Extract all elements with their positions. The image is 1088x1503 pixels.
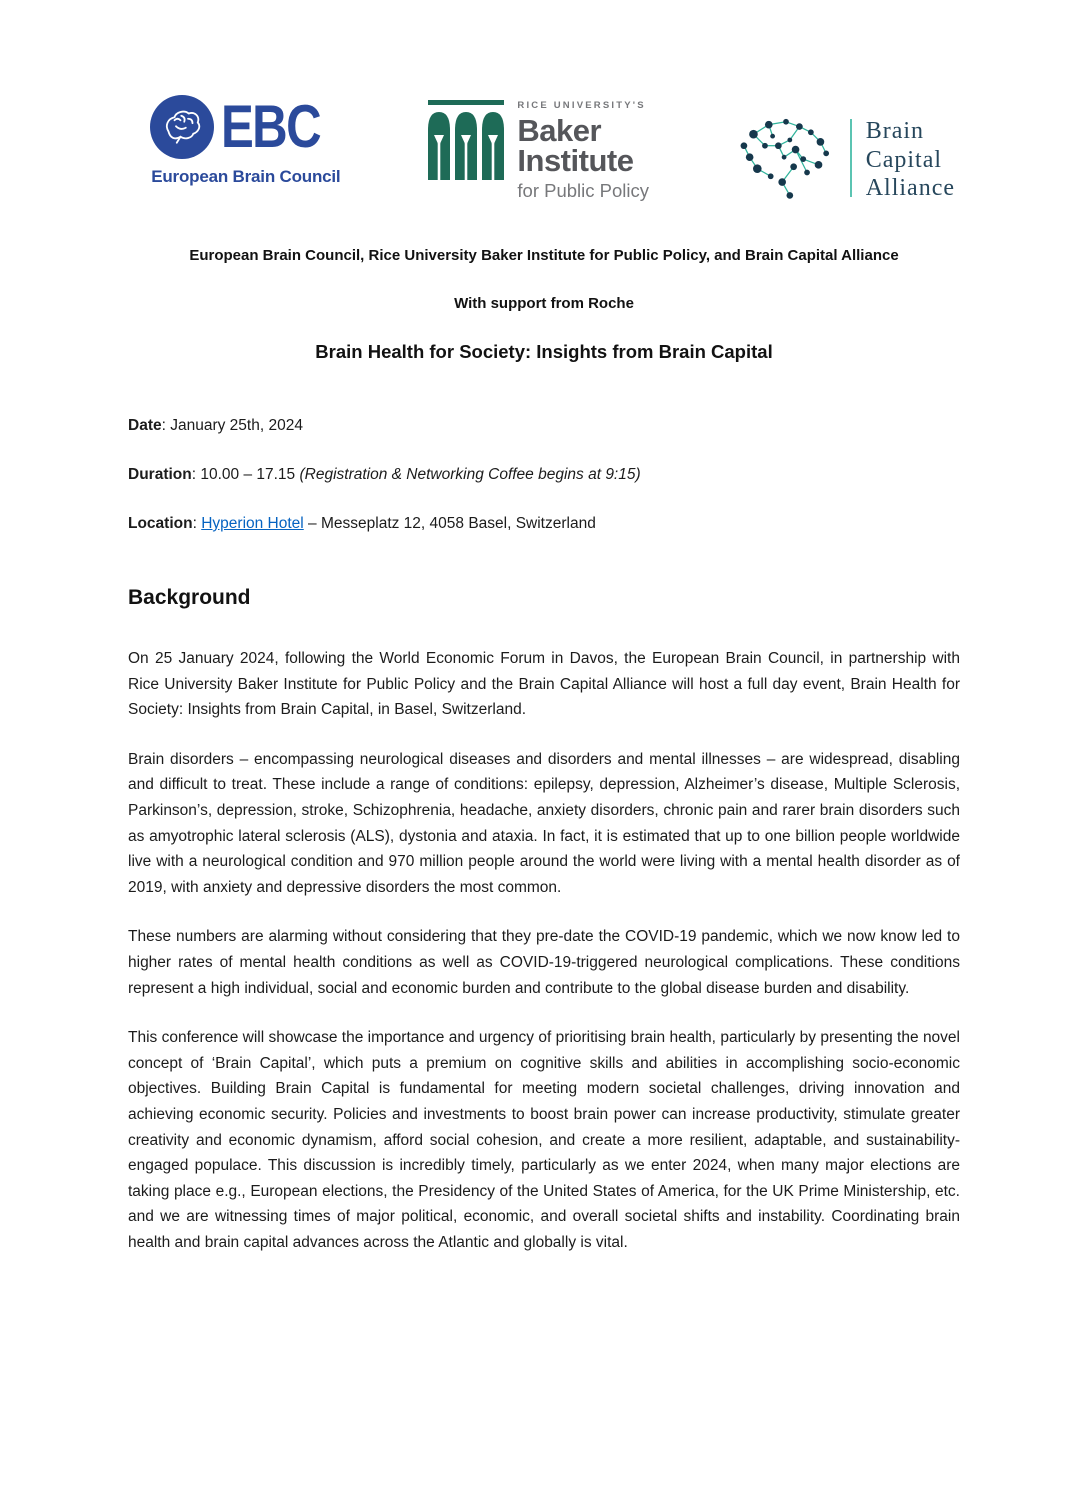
bca-line2: Capital <box>865 146 943 173</box>
organizers-line: European Brain Council, Rice University Baker Institute for Public Policy, and Brain Capital Alliance <box>189 247 899 264</box>
ebc-name: European Brain Council <box>151 167 341 186</box>
duration-separator: : <box>191 466 201 483</box>
bca-divider <box>850 119 852 197</box>
bca-logo-text <box>866 117 955 203</box>
date-value: January 25th, 2024 <box>170 417 303 434</box>
baker-name-line1: Baker <box>517 113 602 148</box>
date-line <box>128 417 960 435</box>
duration-value: 10.00 – 17.15 <box>200 466 300 483</box>
location-line <box>128 515 960 533</box>
background-paragraph-3: These numbers are alarming without considering that they pre-date the COVID-19 pandemic, which we now know led to higher rates of mental health conditions as well as COVID-19-triggered neurological complications. These conditions represent a high individual, social and economic burden and contribute to the global disease burden and disability. <box>128 928 960 997</box>
ebc-brain-icon <box>150 95 214 159</box>
location-separator: : <box>192 515 202 532</box>
location-label: Location <box>128 515 193 532</box>
duration-label: Duration <box>128 466 192 483</box>
background-heading: Background <box>128 586 251 609</box>
background-paragraph-4: This conference will showcase the importance and urgency of prioritising brain health, particularly by presenting the novel concept of ‘Brain Capital’, which puts a premium on cognitive skills and abilities in accomplishing socio-economic objectives. Building Brain Capital is fundamental for meeting modern societal challenges, driving innovation and achieving economic security. Policies and investments to boost brain power can increase productivity, stimulate greater creativity and economic dynamism, afford social cohesion, and create a more resilient, adaptable, and sustainability-engaged populace. This discussion is incredibly timely, particularly as we enter 2024, when many major elections are taking place e.g., European elections, the Presidency of the United States of America, for the UK Prime Ministership, etc. and we are witnessing times of major political, economic, and overall societal shifts and instability. Coordinating brain health and brain capital advances across the Atlantic and globally is vital. <box>128 1029 960 1251</box>
baker-arches-icon <box>428 100 504 185</box>
duration-line <box>128 466 960 484</box>
baker-kicker: RICE UNIVERSITY'S <box>517 100 646 111</box>
baker-institute-logo <box>428 100 649 202</box>
hyperion-hotel-link[interactable]: Hyperion Hotel <box>201 515 304 532</box>
duration-note: (Registration & Networking Coffee begins at 9:15) <box>299 466 641 483</box>
ebc-logo <box>150 95 342 187</box>
logo-header <box>150 95 955 210</box>
bca-line3: Alliance <box>865 175 955 201</box>
bca-line1: Brain <box>865 118 925 144</box>
event-details <box>128 417 960 533</box>
background-paragraph-1: On 25 January 2024, following the World Economic Forum in Davos, the European Brain Council, in partnership with Rice University Baker Institute for Public Policy and the Brain Capital Alliance will host a full day event, Brain Health for Society: Insights from Brain Capital, in Basel, Switzerland. <box>128 650 960 719</box>
ebc-abbr: EBC <box>221 93 320 160</box>
brain-capital-alliance-logo <box>736 117 955 210</box>
baker-name-line2: Institute <box>517 143 634 178</box>
document-page <box>0 95 1088 1255</box>
baker-tagline: for Public Policy <box>517 180 649 201</box>
ebc-logo-row <box>150 95 342 159</box>
support-line: With support from Roche <box>454 295 634 312</box>
background-paragraph-2: Brain disorders – encompassing neurological diseases and disorders and mental illnesses – are widespread, disabling and difficult to treat. These include a range of conditions: epilepsy, depression, Alzheimer’s disease, Multiple Sclerosis, Parkinson’s, depression, stroke, Schizophrenia, headache, anxiety disorders, chronic pain and rarer brain disorders such as amyotrophic lateral sclerosis (ALS), dystonia and ataxia. In fact, it is estimated that up to one billion people worldwide live with a neurological condition and 970 million people around the world were living with a mental health disorder as of 2019, with anxiety and depressive disorders the most common. <box>128 750 960 896</box>
event-title: Brain Health for Society: Insights from Brain Capital <box>315 341 773 362</box>
date-separator: : <box>161 417 171 434</box>
location-address: – Messeplatz 12, 4058 Basel, Switzerland <box>303 515 596 532</box>
brain-network-icon <box>736 117 836 210</box>
baker-logo-text <box>517 100 649 202</box>
date-label: Date <box>128 417 162 434</box>
